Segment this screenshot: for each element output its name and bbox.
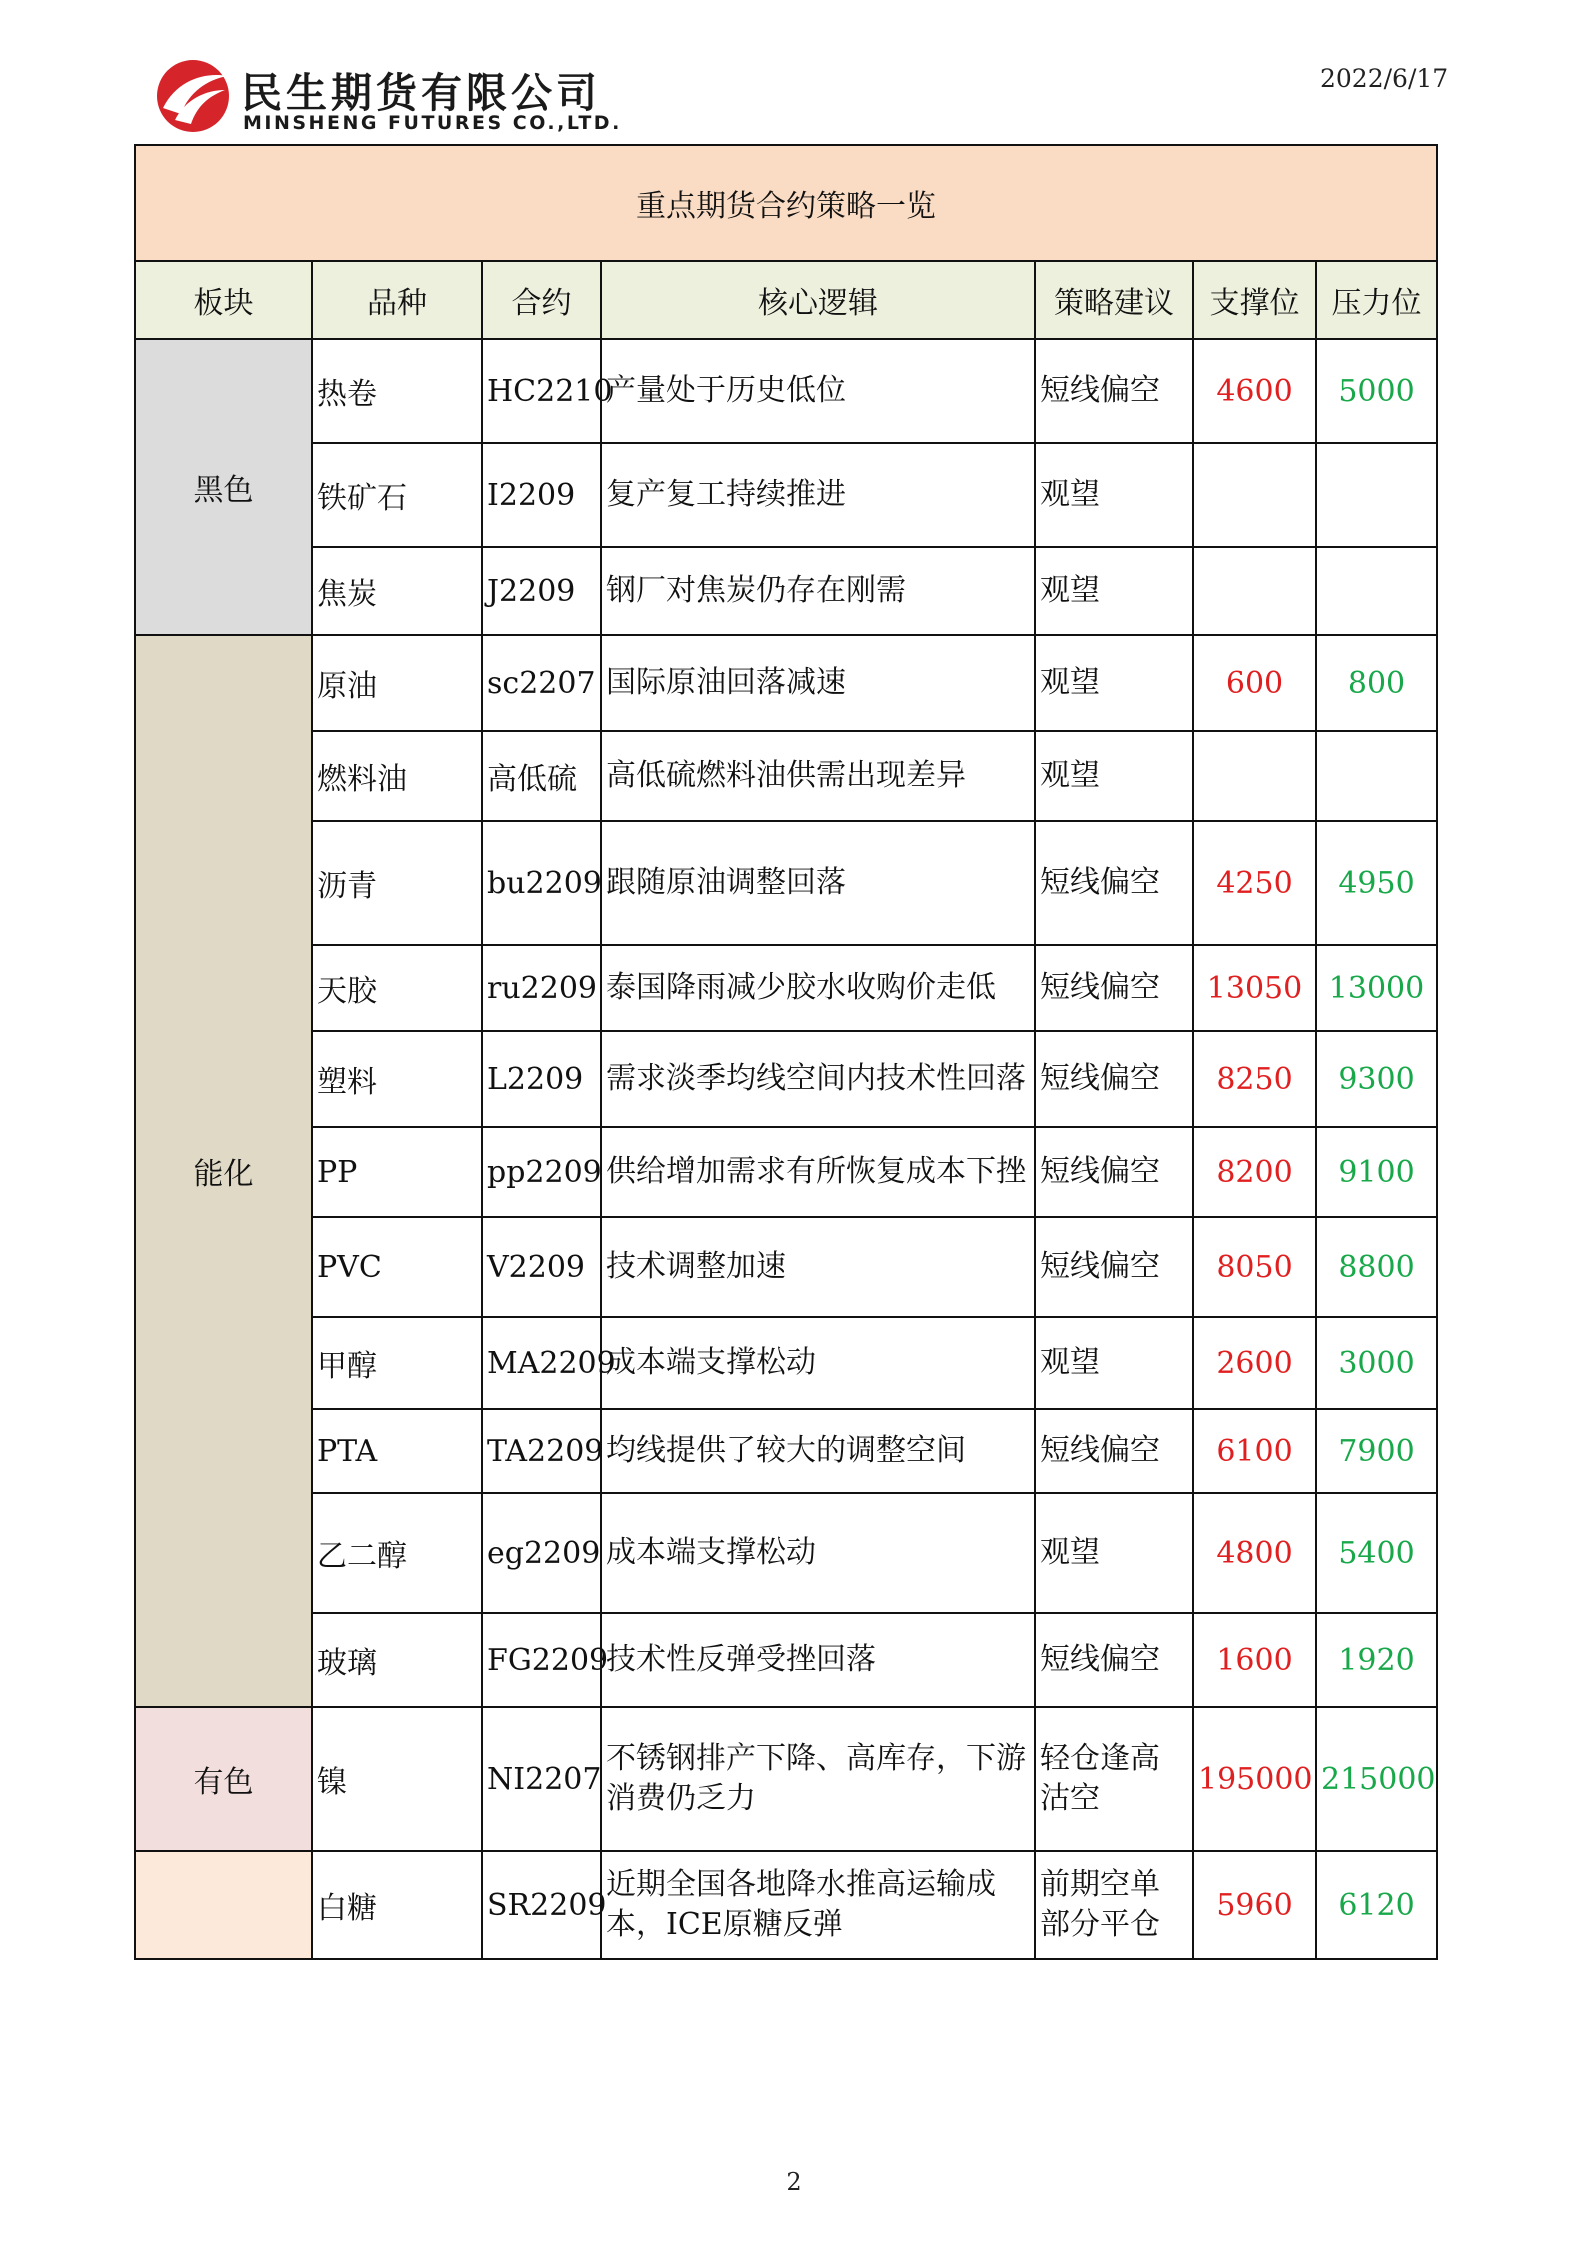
resistance-cell: 215000: [1316, 1707, 1437, 1851]
col-header-advice: 策略建议: [1035, 261, 1193, 339]
table-row: [135, 547, 1437, 635]
contract-cell: 高低硫: [482, 731, 601, 821]
support-cell: 6100: [1193, 1409, 1316, 1493]
logic-cell: 国际原油回落减速: [601, 635, 1035, 731]
contract-cell: TA2209: [482, 1409, 601, 1493]
support-cell: [1193, 731, 1316, 821]
resistance-cell: 6120: [1316, 1851, 1437, 1959]
advice-cell: 轻仓逢高沽空: [1035, 1707, 1193, 1851]
logic-cell: 高低硫燃料油供需出现差异: [601, 731, 1035, 821]
table-row: [135, 1707, 1437, 1851]
col-header-resistance: 压力位: [1316, 261, 1437, 339]
resistance-cell: [1316, 443, 1437, 547]
contract-cell: HC2210: [482, 339, 601, 443]
advice-cell: 短线偏空: [1035, 1217, 1193, 1317]
advice-cell: 短线偏空: [1035, 945, 1193, 1031]
logic-cell: 成本端支撑松动: [601, 1317, 1035, 1409]
logic-cell: 技术性反弹受挫回落: [601, 1613, 1035, 1707]
col-header-sector: 板块: [135, 261, 312, 339]
logic-cell: 技术调整加速: [601, 1217, 1035, 1317]
table-row: [135, 1851, 1437, 1959]
col-header-logic: 核心逻辑: [601, 261, 1035, 339]
table-row: [135, 339, 1437, 443]
support-cell: 195000: [1193, 1707, 1316, 1851]
table-title: 重点期货合约策略一览: [135, 145, 1437, 261]
table-row: [135, 731, 1437, 821]
support-cell: 2600: [1193, 1317, 1316, 1409]
logic-cell: 供给增加需求有所恢复成本下挫: [601, 1127, 1035, 1217]
logic-cell: 复产复工持续推进: [601, 443, 1035, 547]
support-cell: 4250: [1193, 821, 1316, 945]
advice-cell: 短线偏空: [1035, 1127, 1193, 1217]
support-cell: 600: [1193, 635, 1316, 731]
logic-cell: 成本端支撑松动: [601, 1493, 1035, 1613]
table-row: [135, 945, 1437, 1031]
variety-cell: 原油: [312, 635, 482, 731]
contract-cell: sc2207: [482, 635, 601, 731]
resistance-cell: 9100: [1316, 1127, 1437, 1217]
variety-cell: 白糖: [312, 1851, 482, 1959]
variety-cell: PVC: [312, 1217, 482, 1317]
advice-cell: 观望: [1035, 1493, 1193, 1613]
table-row: [135, 821, 1437, 945]
logic-cell: 需求淡季均线空间内技术性回落: [601, 1031, 1035, 1127]
table-header-row: [135, 261, 1437, 339]
contract-cell: V2209: [482, 1217, 601, 1317]
resistance-cell: 8800: [1316, 1217, 1437, 1317]
advice-cell: 观望: [1035, 547, 1193, 635]
contract-cell: bu2209: [482, 821, 601, 945]
variety-cell: 乙二醇: [312, 1493, 482, 1613]
variety-cell: 天胶: [312, 945, 482, 1031]
resistance-cell: 800: [1316, 635, 1437, 731]
advice-cell: 前期空单部分平仓: [1035, 1851, 1193, 1959]
variety-cell: 焦炭: [312, 547, 482, 635]
support-cell: [1193, 547, 1316, 635]
variety-cell: 镍: [312, 1707, 482, 1851]
resistance-cell: [1316, 731, 1437, 821]
table-row: [135, 1613, 1437, 1707]
table-row: [135, 1493, 1437, 1613]
table-row: [135, 1127, 1437, 1217]
advice-cell: 短线偏空: [1035, 1409, 1193, 1493]
support-cell: 4800: [1193, 1493, 1316, 1613]
advice-cell: 观望: [1035, 1317, 1193, 1409]
table-row: [135, 635, 1437, 731]
sector-energy-chemical-label: 能化: [135, 635, 312, 1707]
logic-cell: 产量处于历史低位: [601, 339, 1035, 443]
contract-cell: I2209: [482, 443, 601, 547]
variety-cell: 塑料: [312, 1031, 482, 1127]
resistance-cell: [1316, 547, 1437, 635]
table-row: [135, 443, 1437, 547]
contract-cell: eg2209: [482, 1493, 601, 1613]
report-date: 2022/6/17: [1320, 64, 1449, 93]
advice-cell: 短线偏空: [1035, 821, 1193, 945]
variety-cell: PTA: [312, 1409, 482, 1493]
company-name-en: MINSHENG FUTURES CO.,LTD.: [243, 112, 622, 134]
support-cell: 8050: [1193, 1217, 1316, 1317]
variety-cell: 热卷: [312, 339, 482, 443]
advice-cell: 短线偏空: [1035, 339, 1193, 443]
resistance-cell: 9300: [1316, 1031, 1437, 1127]
logic-cell: 均线提供了较大的调整空间: [601, 1409, 1035, 1493]
resistance-cell: 7900: [1316, 1409, 1437, 1493]
advice-cell: 观望: [1035, 443, 1193, 547]
table-row: [135, 1409, 1437, 1493]
page-number: 2: [786, 2168, 802, 2196]
resistance-cell: 3000: [1316, 1317, 1437, 1409]
logic-cell: 泰国降雨减少胶水收购价走低: [601, 945, 1035, 1031]
logic-cell: 钢厂对焦炭仍存在刚需: [601, 547, 1035, 635]
support-cell: 1600: [1193, 1613, 1316, 1707]
contract-cell: L2209: [482, 1031, 601, 1127]
contract-cell: FG2209: [482, 1613, 601, 1707]
support-cell: 4600: [1193, 339, 1316, 443]
col-header-variety: 品种: [312, 261, 482, 339]
variety-cell: 甲醇: [312, 1317, 482, 1409]
variety-cell: PP: [312, 1127, 482, 1217]
variety-cell: 燃料油: [312, 731, 482, 821]
page-header: [155, 58, 1455, 148]
advice-cell: 观望: [1035, 635, 1193, 731]
contract-cell: SR2209: [482, 1851, 601, 1959]
contract-cell: MA2209: [482, 1317, 601, 1409]
resistance-cell: 5000: [1316, 339, 1437, 443]
minsheng-logo-icon: [155, 58, 231, 134]
support-cell: 8200: [1193, 1127, 1316, 1217]
table-row: [135, 1031, 1437, 1127]
support-cell: [1193, 443, 1316, 547]
advice-cell: 短线偏空: [1035, 1031, 1193, 1127]
resistance-cell: 5400: [1316, 1493, 1437, 1613]
logic-cell: 近期全国各地降水推高运输成本，ICE原糖反弹: [601, 1851, 1035, 1959]
contract-cell: NI2207: [482, 1707, 601, 1851]
contract-cell: pp2209: [482, 1127, 601, 1217]
logic-cell: 不锈钢排产下降、高库存，下游消费仍乏力: [601, 1707, 1035, 1851]
resistance-cell: 13000: [1316, 945, 1437, 1031]
contract-cell: J2209: [482, 547, 601, 635]
table-row: [135, 1317, 1437, 1409]
col-header-support: 支撑位: [1193, 261, 1316, 339]
table-title-row: [135, 145, 1437, 261]
support-cell: 8250: [1193, 1031, 1316, 1127]
logic-cell: 跟随原油调整回落: [601, 821, 1035, 945]
resistance-cell: 1920: [1316, 1613, 1437, 1707]
advice-cell: 观望: [1035, 731, 1193, 821]
support-cell: 5960: [1193, 1851, 1316, 1959]
variety-cell: 铁矿石: [312, 443, 482, 547]
sector-nonferrous-label: 有色: [135, 1707, 312, 1851]
advice-cell: 短线偏空: [1035, 1613, 1193, 1707]
resistance-cell: 4950: [1316, 821, 1437, 945]
company-name-cn: 民生期货有限公司: [241, 69, 601, 117]
table-row: [135, 1217, 1437, 1317]
strategy-table: [134, 144, 1438, 1960]
variety-cell: 玻璃: [312, 1613, 482, 1707]
col-header-contract: 合约: [482, 261, 601, 339]
sector-black-label: 黑色: [135, 339, 312, 635]
sector-soft-label: [135, 1851, 312, 1959]
contract-cell: ru2209: [482, 945, 601, 1031]
variety-cell: 沥青: [312, 821, 482, 945]
support-cell: 13050: [1193, 945, 1316, 1031]
